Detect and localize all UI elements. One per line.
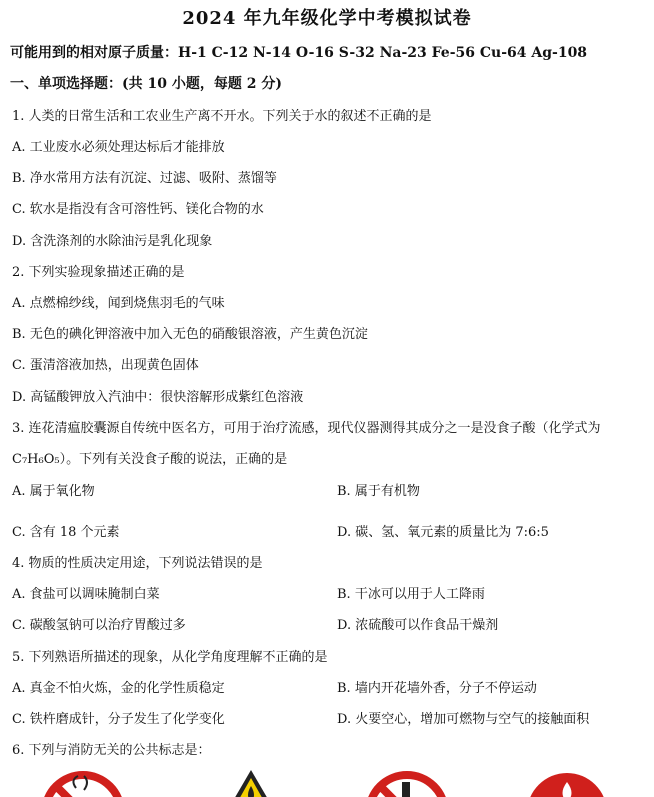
question-2-option-c: C. 蛋清溶液加热，出现黄色固体 [12,358,199,373]
question-2-option-b: B. 无色的碘化钾溶液中加入无色的硝酸银溶液，产生黄色沉淀 [12,327,368,342]
question-5-option-a: A. 真金不怕火炼，金的化学性质稳定 [12,681,225,696]
atomic-mass-line: 可能用到的相对原子质量：H-1 C-12 N-14 O-16 S-32 Na-23 Fe-56 Cu-64 Ag-108 [10,45,588,61]
question-3-option-b: B. 属于有机物 [337,484,420,499]
question-1-option-a: A. 工业废水必须处理达标后才能排放 [12,140,225,155]
question-4-option-d: D. 浓硫酸可以作食品干燥剂 [337,618,499,633]
question-2-option-a: A. 点燃棉纱线，闻到烧焦羽毛的气味 [12,296,225,311]
question-5-option-b: B. 墙内开花墙外香，分子不停运动 [337,681,537,696]
question-4-option-a: A. 食盐可以调味腌制白菜 [12,587,160,602]
question-4-stem: 4. 物质的性质决定用途，下列说法错误的是 [12,556,263,571]
no-fireworks-sign-icon [362,768,452,797]
question-1-stem: 1. 人类的日常生活和工农业生产离不开水。下列关于水的叙述不正确的是 [12,109,432,124]
question-4-option-b: B. 干冰可以用于人工降雨 [337,587,485,602]
question-3-option-a: A. 属于氧化物 [12,484,95,499]
question-2-stem: 2. 下列实验现象描述正确的是 [12,265,185,280]
section-heading: 一、单项选择题：(共 10 小题，每题 2 分) [10,76,282,92]
flammable-warning-sign-icon [216,768,286,797]
question-3-option-c: C. 含有 18 个元素 [12,525,120,540]
question-4-option-c: C. 碳酸氢钠可以治疗胃酸过多 [12,618,186,633]
question-5-option-c: C. 铁杵磨成针，分子发生了化学变化 [12,712,225,727]
question-3-stem-line2: C₇H₆O₅）。下列有关没食子酸的说法，正确的是 [12,452,288,467]
question-5-stem: 5. 下列熟语所描述的现象，从化学角度理解不正确的是 [12,650,328,665]
question-1-option-b: B. 净水常用方法有沉淀、过滤、吸附、蒸馏等 [12,171,277,186]
question-6-stem: 6. 下列与消防无关的公共标志是： [12,743,211,758]
question-3-stem-line1: 3. 连花清瘟胶囊源自传统中医名方，可用于治疗流感，现代仪器测得其成分之一是没食子酸（化学式为 [12,421,601,436]
safety-signs-row [0,768,654,797]
question-5-option-d: D. 火要空心，增加可燃物与空气的接触面积 [337,712,590,727]
no-smoking-sign-icon [38,768,128,797]
question-1-option-d: D. 含洗涤剂的水除油污是乳化现象 [12,234,213,249]
question-3-option-d: D. 碳、氢、氧元素的质量比为 7:6:5 [337,525,549,540]
exam-title: 2024 年九年级化学中考模拟试卷 [182,8,472,29]
fire-sign-icon [522,768,612,797]
question-2-option-d: D. 高锰酸钾放入汽油中：很快溶解形成紫红色溶液 [12,390,304,405]
question-1-option-c: C. 软水是指没有含可溶性钙、镁化合物的水 [12,202,264,217]
